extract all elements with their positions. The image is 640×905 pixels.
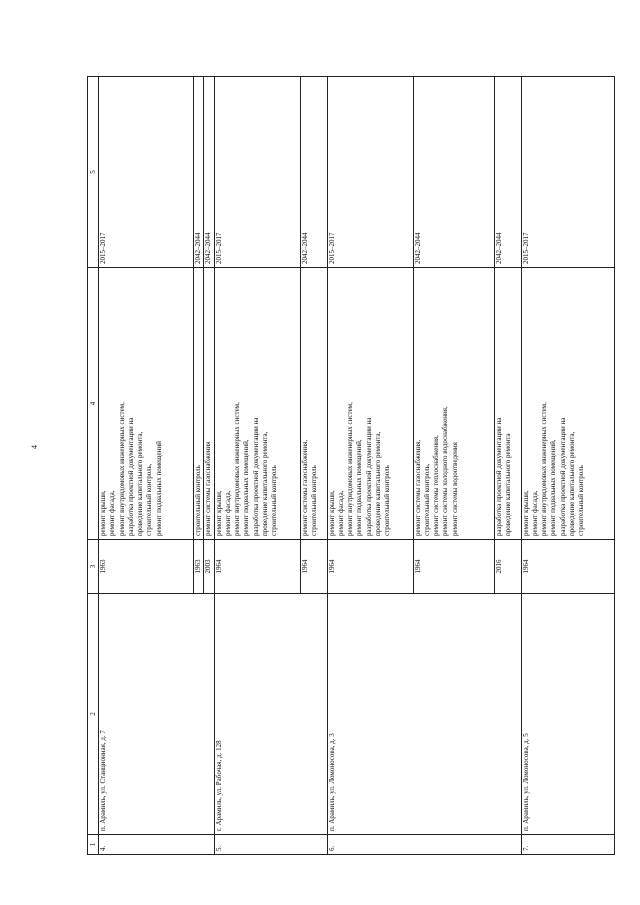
work-line: разработка проектной документации на xyxy=(364,417,373,536)
work-line: ремонт системы теплоснабжения, xyxy=(432,435,441,536)
work-cell xyxy=(521,268,614,540)
year-cell: 1964 xyxy=(521,540,614,594)
period-cell: 2015–2017 xyxy=(214,77,300,268)
year-cell: 1963 xyxy=(194,540,204,594)
period-cell: 2015–2017 xyxy=(521,77,614,268)
work-cell xyxy=(194,268,204,540)
year-cell: 1963 xyxy=(99,540,194,594)
period-cell: 2015–2017 xyxy=(99,77,194,268)
work-line: разработка проектной документации на xyxy=(494,417,503,536)
header-cell-5: 5 xyxy=(88,77,99,268)
period-cell: 2042–2044 xyxy=(413,77,494,268)
work-line: строительный контроль xyxy=(383,465,392,536)
year-cell: 1964 xyxy=(214,540,300,594)
period-cell: 2042–2044 xyxy=(300,77,327,268)
period-cell: 2015–2017 xyxy=(327,77,413,268)
work-cell xyxy=(300,268,327,540)
work-cell xyxy=(99,268,194,540)
work-line: разработка проектной документации на xyxy=(251,417,260,536)
work-line: ремонт крыши, xyxy=(521,490,530,536)
work-line: строительный контроль, xyxy=(422,463,431,536)
work-line: ремонт крыши, xyxy=(214,490,223,536)
work-cell xyxy=(327,268,413,540)
page-number: 4 xyxy=(30,445,39,449)
address-cell: п. Арамиль, ул. Станционная, д. 7 xyxy=(99,594,215,835)
address-cell: п. Арамиль, ул. Ломоносова, д. 3 xyxy=(327,594,521,835)
header-row xyxy=(88,77,99,855)
year-cell: 1964 xyxy=(413,540,494,594)
work-line: ремонт внутридомовых инженерных систем, xyxy=(233,402,242,536)
work-line: ремонт внутридомовых инженерных систем, xyxy=(117,402,126,536)
work-line: ремонт крыши, xyxy=(327,490,336,536)
work-line: ремонт подвальных помещений, xyxy=(355,439,364,536)
work-line: разработка проектной документации на xyxy=(126,417,135,536)
period-cell: 2042–2044 xyxy=(194,77,204,268)
work-line: проведение капитального ремонта, xyxy=(261,431,270,536)
row-number: 4. xyxy=(99,835,215,855)
work-cell xyxy=(413,268,494,540)
header-cell-2: 2 xyxy=(88,594,99,835)
work-line: ремонт крыши, xyxy=(99,490,107,536)
row-number: 7. xyxy=(521,835,614,855)
work-cell xyxy=(204,268,214,540)
year-cell: 2016 xyxy=(494,540,521,594)
work-line: проведение капитального ремонта xyxy=(503,433,512,536)
table-row xyxy=(99,77,194,855)
work-line: ремонт фасада, xyxy=(530,490,539,536)
work-line: ремонт системы водоотведения xyxy=(450,442,459,536)
work-line: проведение капитального ремонта, xyxy=(374,431,383,536)
work-line: ремонт системы газоснабжения, xyxy=(300,439,309,536)
work-line: ремонт фасада, xyxy=(108,490,117,536)
address-cell: г. Арамиль, ул. Рабочая, д. 128 xyxy=(214,594,327,835)
work-line: ремонт системы газоснабжения xyxy=(204,441,213,536)
address-cell: п. Арамиль, ул. Ломоносова, д. 5 xyxy=(521,594,614,835)
row-number: 5. xyxy=(214,835,327,855)
work-line: ремонт фасада, xyxy=(223,490,232,536)
work-line: строительный контроль xyxy=(194,465,202,536)
work-line: ремонт подвальных помещений, xyxy=(242,439,251,536)
work-line: ремонт внутридомовых инженерных систем, xyxy=(540,402,549,536)
work-cell xyxy=(494,268,521,540)
year-cell: 1964 xyxy=(327,540,413,594)
work-line: ремонт подвальных помещений xyxy=(154,441,163,536)
work-line: строительный контроль xyxy=(309,465,318,536)
rotated-sheet xyxy=(87,77,615,855)
year-cell: 1964 xyxy=(300,540,327,594)
table-row xyxy=(327,77,413,855)
period-cell: 2042–2044 xyxy=(494,77,521,268)
work-line: ремонт системы холодного водоснабжения, xyxy=(441,406,450,536)
row-number: 6. xyxy=(327,835,521,855)
repair-plan-table xyxy=(87,76,615,855)
header-cell-4: 4 xyxy=(88,268,99,540)
table-row xyxy=(214,77,300,855)
work-line: ремонт системы газоснабжения, xyxy=(413,439,422,536)
year-cell: 2003 xyxy=(204,540,214,594)
work-line: проведение капитального ремонта, xyxy=(568,431,577,536)
work-line: ремонт подвальных помещений, xyxy=(549,439,558,536)
work-line: разработка проектной документации на xyxy=(558,417,567,536)
work-line: проведение капитального ремонта, xyxy=(136,431,145,536)
work-line: строительный контроль, xyxy=(145,463,154,536)
work-line: строительный контроль xyxy=(270,465,279,536)
work-line: ремонт фасада, xyxy=(336,490,345,536)
work-cell xyxy=(214,268,300,540)
header-cell-3: 3 xyxy=(88,540,99,594)
work-line: строительный контроль xyxy=(577,465,586,536)
header-cell-1: 1 xyxy=(88,835,99,855)
period-cell: 2042–2044 xyxy=(204,77,214,268)
repair-plan-table-wrapper xyxy=(87,77,615,855)
work-line: ремонт внутридомовых инженерных систем, xyxy=(346,402,355,536)
table-row xyxy=(521,77,614,855)
